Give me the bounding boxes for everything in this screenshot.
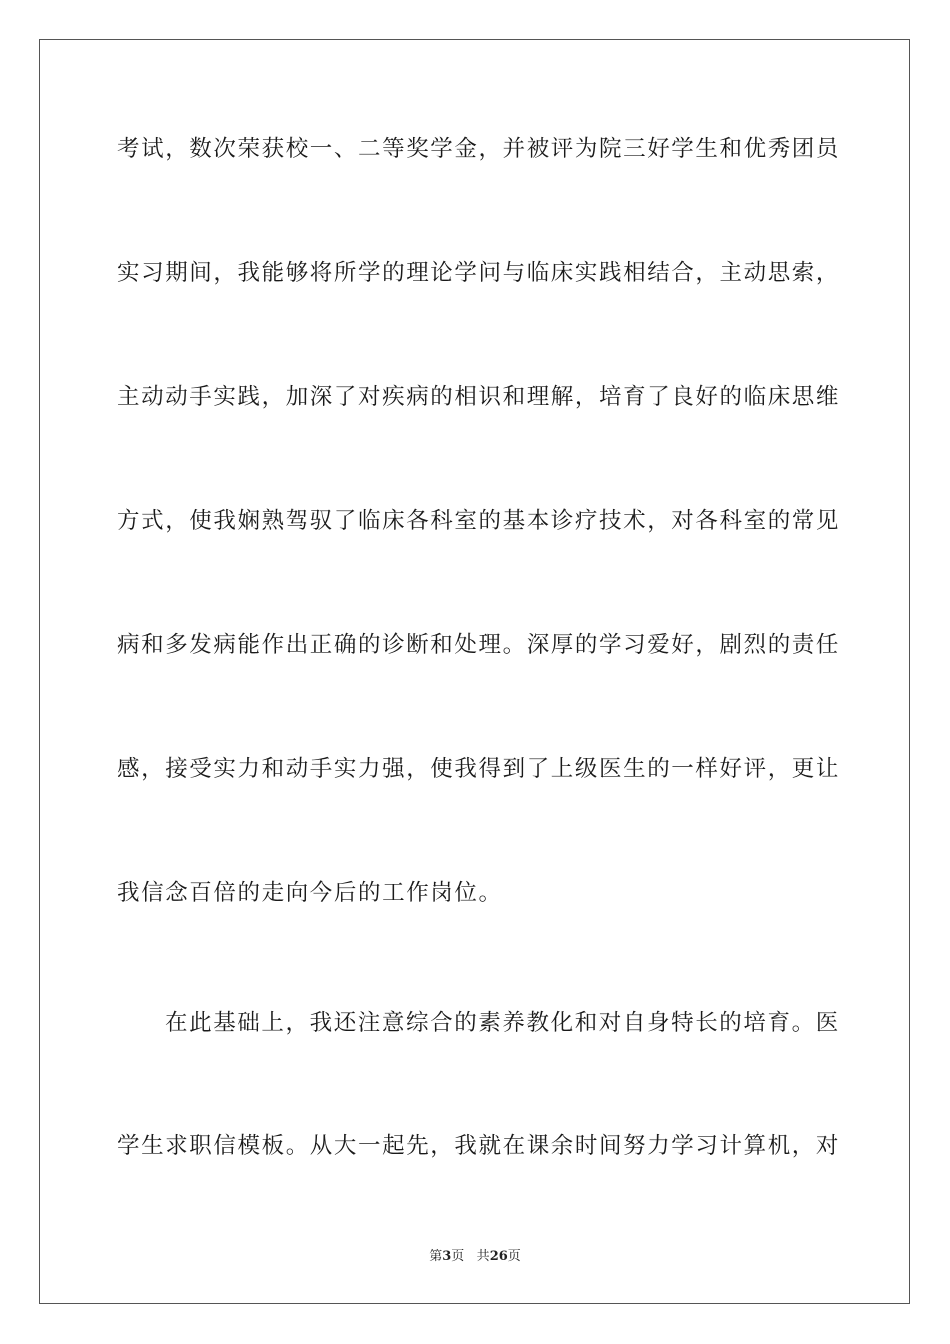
body-line-3: 主动动手实践，加深了对疾病的相识和理解，培育了良好的临床思维	[117, 384, 841, 410]
footer-page-number: 3	[442, 1249, 452, 1264]
body-line-4: 方式，使我娴熟驾驭了临床各科室的基本诊疗技术，对各科室的常见	[117, 508, 841, 534]
footer-total-suffix: 页	[507, 1249, 521, 1264]
body-line-2: 实习期间，我能够将所学的理论学问与临床实践相结合，主动思索，	[117, 260, 841, 286]
footer-total-pages: 26	[489, 1249, 508, 1264]
body-line-8: 在此基础上，我还注意综合的素养教化和对自身特长的培育。医	[165, 1010, 840, 1036]
body-line-7: 我信念百倍的走向今后的工作岗位。	[117, 880, 503, 906]
body-line-6: 感，接受实力和动手实力强，使我得到了上级医生的一样好评，更让	[117, 756, 841, 782]
footer-page-prefix: 第	[429, 1249, 443, 1264]
footer-page-suffix: 页	[451, 1249, 465, 1264]
page-frame	[39, 39, 910, 1304]
body-line-1: 考试，数次荣获校一、二等奖学金，并被评为院三好学生和优秀团员	[117, 136, 841, 162]
page-footer	[0, 1248, 950, 1266]
footer-total-prefix: 共	[476, 1249, 490, 1264]
body-line-9: 学生求职信模板。从大一起先，我就在课余时间努力学习计算机，对	[117, 1133, 841, 1159]
body-line-5: 病和多发病能作出正确的诊断和处理。深厚的学习爱好，剧烈的责任	[117, 632, 841, 658]
